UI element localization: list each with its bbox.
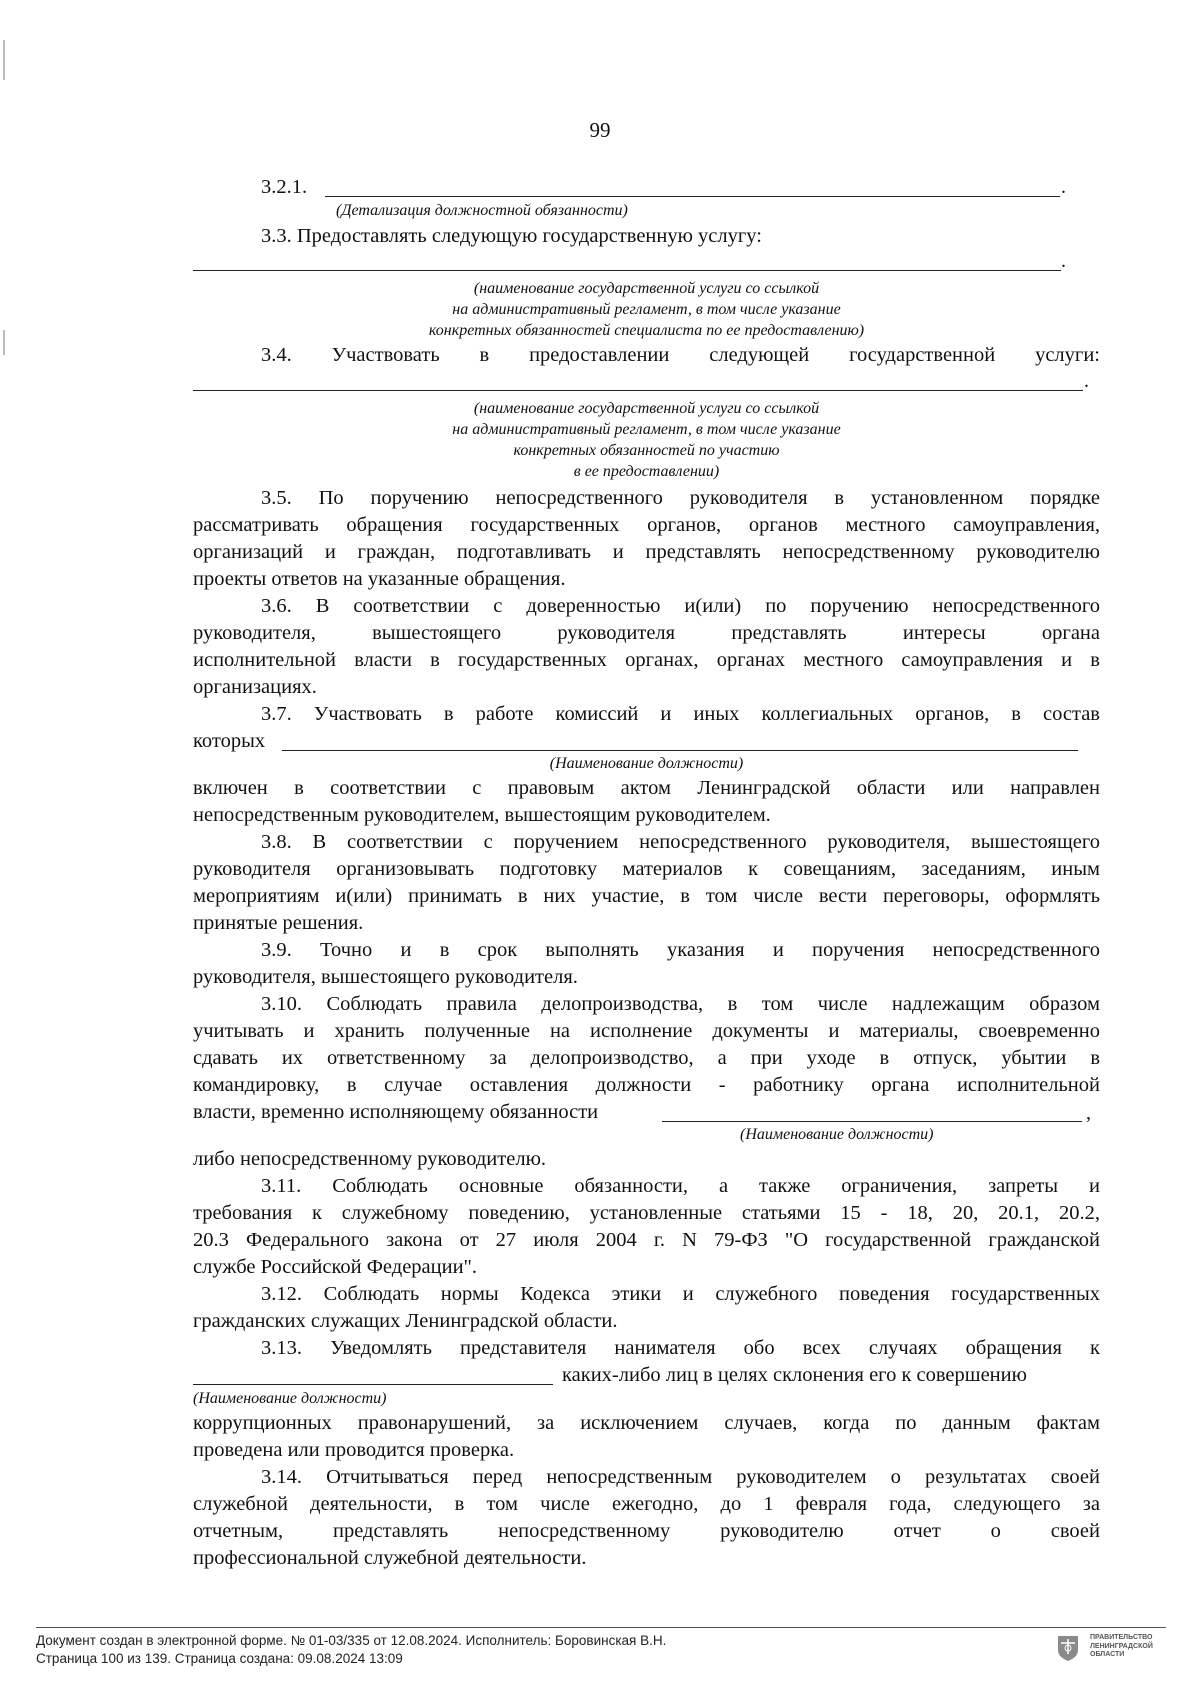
clause-3-5-line: проекты ответов на указанные обращения. [193,568,566,590]
word: 3.4. [261,344,292,366]
clause-3-8-line: мероприятиям и(или) принимать в них участие, в том числе вести переговоры, оформлять [193,885,1100,907]
clause-3-11-line: требования к служебному поведению, установленные статьями 15 - 18, 20, 20.1, 20.2, [193,1202,1100,1224]
footer-document-info: Документ создан в электронной форме. № 01-03/335 от 12.08.2024. Исполнитель: Боровинская В.Н. [36,1633,667,1648]
blank-line [325,196,1060,197]
clause-3-10-line: 3.10. Соблюдать правила делопроизводства, в том числе надлежащим образом [261,993,1100,1015]
clause-3-2-1-number: 3.2.1. [261,176,308,198]
clause-3-9-line: 3.9. Точно и в срок выполнять указания и поручения непосредственного [261,939,1100,961]
caption-service-1: (наименование государственной услуги со ссылкой [473,280,820,297]
clause-3-10-line: командировку, в случае оставления должности - работнику органа исполнительной [193,1074,1100,1096]
clause-3-13-line: проведена или проводится проверка. [193,1439,515,1461]
word: государственной [849,344,996,366]
clause-3-11-line: 3.11. Соблюдать основные обязанности, а также ограничения, запреты и [261,1175,1100,1197]
caption-position: (Наименование должности) [193,1390,387,1407]
clause-3-8-line: руководителя организовывать подготовку материалов к совещаниям, заседаниям, иным [193,858,1100,880]
clause-3-11-line: 20.3 Федерального закона от 27 июля 2004 г. N 79-ФЗ "О государственной гражданской [193,1229,1100,1251]
word: Участвовать [331,344,440,366]
word: следующей [709,344,810,366]
clause-3-14-line: 3.14. Отчитываться перед непосредственным руководителем о результатах своей [261,1466,1100,1488]
blank-line [193,270,1061,271]
caption-duty-detail: (Детализация должностной обязанности) [336,202,628,219]
clause-3-4 [261,342,1100,369]
logo-text-line: ПРАВИТЕЛЬСТВО [1090,1634,1153,1641]
clause-3-10-line: власти, временно исполняющему обязанности [193,1101,599,1123]
clause-3-7-which: которых [193,730,266,752]
clause-3-11-line: службе Российской Федерации". [193,1256,478,1278]
logo-text-line: ЛЕНИНГРАДСКОЙ [1090,1642,1153,1650]
caption-service-2: на административный регламент, в том числе указание [452,301,841,318]
clause-3-13-line: 3.13. Уведомлять представителя нанимателя обо всех случаях обращения к [261,1337,1100,1359]
period: . [1061,250,1066,272]
clause-3-12-line: гражданских служащих Ленинградской области. [193,1310,618,1332]
scan-margin-mark [3,40,5,80]
clause-3-14-line: отчетным, представлять непосредственному руководителю отчет о своей [193,1520,1100,1542]
logo-text-line: ОБЛАСТИ [1090,1651,1125,1658]
clause-3-7-line: включен в соответствии с правовым актом Ленинградской области или направлен [193,777,1100,799]
blank-line [193,1384,553,1385]
scan-margin-mark [3,330,5,355]
period: . [1084,370,1089,392]
clause-3-6-line: организациях. [193,676,317,698]
page-number: 99 [589,118,611,142]
blank-line [193,390,1083,391]
clause-3-10-line: сдавать их ответственному за делопроизводство, а при уходе в отпуск, убытии в [193,1047,1100,1069]
caption-participation-3: конкретных обязанностей по участию [513,442,780,459]
clause-3-8-line: принятые решения. [193,912,364,934]
clause-3-6-line: 3.6. В соответствии с доверенностью и(или) по поручению непосредственного [261,595,1100,617]
clause-3-14-line: служебной деятельности, в том числе ежегодно, до 1 февраля года, следующего за [193,1493,1100,1515]
caption-participation-2: на административный регламент, в том числе указание [452,421,841,438]
clause-3-3: 3.3. Предоставлять следующую государственную услугу: [261,225,762,247]
blank-line [282,750,1078,751]
coat-of-arms-icon [1056,1634,1080,1662]
footer-page-info: Страница 100 из 139. Страница создана: 09.08.2024 13:09 [36,1651,403,1666]
government-logo-text [1090,1634,1153,1660]
clause-3-10-line: либо непосредственному руководителю. [193,1148,547,1170]
clause-3-12-line: 3.12. Соблюдать нормы Кодекса этики и служебного поведения государственных [261,1283,1100,1305]
clause-3-6-line: руководителя, вышестоящего руководителя представлять интересы органа [193,622,1100,644]
blank-line [662,1121,1082,1122]
clause-3-8-line: 3.8. В соответствии с поручением непосредственного руководителя, вышестоящего [261,831,1100,853]
word: в [479,344,490,366]
period: . [1061,176,1066,198]
caption-position: (Наименование должности) [549,755,744,772]
footer-divider [36,1627,1166,1628]
clause-3-5-line: организаций и граждан, подготавливать и представлять непосредственному руководителю [193,541,1100,563]
caption-participation-1: (наименование государственной услуги со ссылкой [473,400,820,417]
clause-3-7-line: непосредственным руководителем, вышестоящим руководителем. [193,804,771,826]
caption-participation-4: в ее предоставлении) [573,463,720,480]
caption-service-3: конкретных обязанностей специалиста по ее предоставлению) [428,322,865,339]
clause-3-9-line: руководителя, вышестоящего руководителя. [193,966,578,988]
clause-3-5-line: рассматривать обращения государственных органов, органов местного самоуправления, [193,514,1100,536]
word: услуги: [1035,344,1100,366]
clause-3-13-line: коррупционных правонарушений, за исключением случаев, когда по данным фактам [193,1412,1100,1434]
clause-3-10-line: учитывать и хранить полученные на исполнение документы и материалы, своевременно [193,1020,1100,1042]
clause-3-7-line: 3.7. Участвовать в работе комиссий и иных коллегиальных органов, в состав [261,703,1100,725]
comma: , [1086,1102,1091,1124]
clause-3-13-line: каких-либо лиц в целях склонения его к совершению [562,1364,1027,1386]
caption-position: (Наименование должности) [740,1126,934,1143]
clause-3-14-line: профессиональной служебной деятельности. [193,1547,587,1569]
clause-3-6-line: исполнительной власти в государственных органах, органах местного самоуправления и в [193,649,1100,671]
clause-3-5-line: 3.5. По поручению непосредственного руководителя в установленном порядке [261,487,1100,509]
word: предоставлении [529,344,670,366]
